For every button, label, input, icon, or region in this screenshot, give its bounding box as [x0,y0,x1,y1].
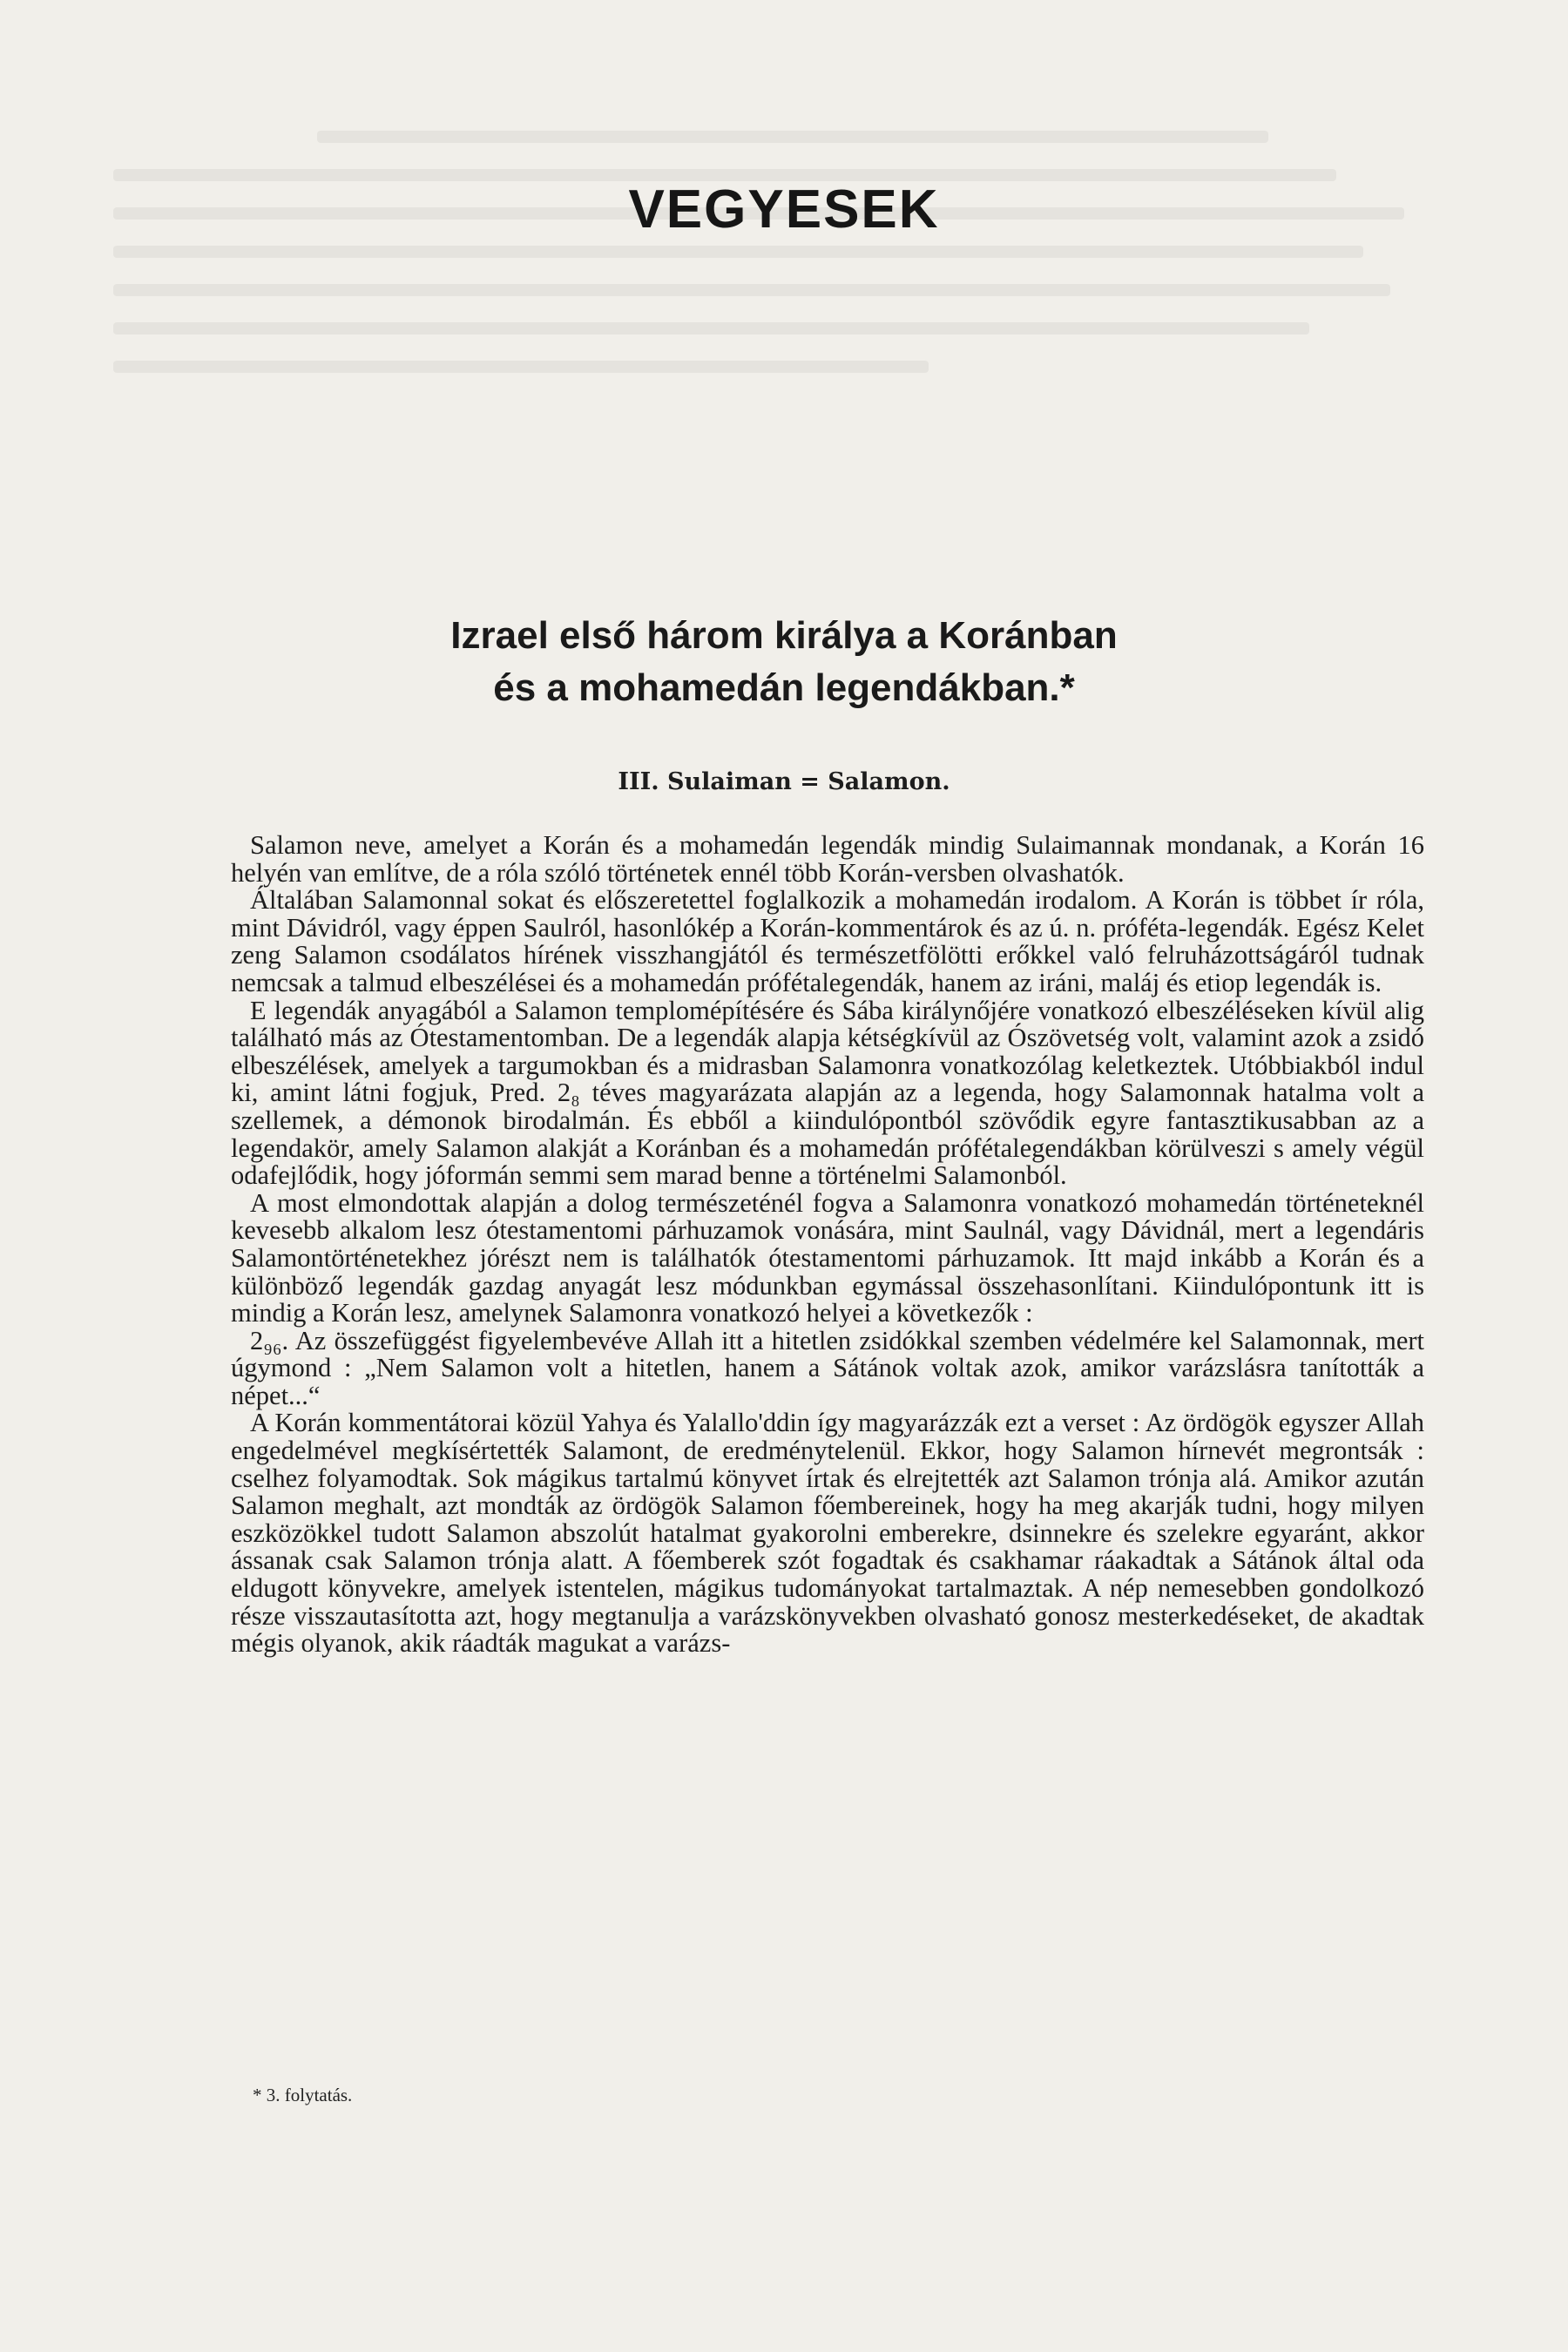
paragraph-6: A Korán kommentátorai közül Yahya és Yalallo'ddin így magyarázzák ezt a verset : Az ördögök egyszer Allah engedelmével megkísértették Salamont, de eredménytelenül. Ekkor, hogy Salamon hírnevét megrontsák : cselhez folyamodtak. Sok mágikus tartalmú könyvet írtak és elrejtették azt Salamon trónja alá. Amikor azután Salamon meghalt, azt mondták az ördögök Salamon főembereinek, hogy ha meg akarják tudni, hogy milyen eszközökkel tudott Salamon abszolút hatalmat gyakorolni emberekre, dsinnekre és szelekre egyaránt, akkor ássanak csak Salamon trónja alatt. A főemberek szót fogadtak és csakhamar ráakadtak a Sátánok által oda eldugott könyvekre, amelyek istentelen, mágikus tudományokat tartalmaztak. A nép nemesebben gondolkozó része visszautasította azt, hogy megtanulja a varázskönyvekben olvasható gonosz mesterkedéseket, de akadtak mégis olyanok, akik ráadták magukat a varázs- [231,1408,1424,1659]
article-title-line-2: és a mohamedán legendákban.* [493,666,1075,709]
footnote: * 3. folytatás. [253,2085,353,2105]
paragraph-4: A most elmondottak alapján a dolog természeténél fogva a Salamonra vonatkozó mohamedán történeteknél kevesebb alkalom lesz ótestamentomi párhuzamok vonására, mint Saulnál, vagy Dávidnál, mert a legendáris Salamontörténetekhez jórészt nem is találhatók ótestamentomi párhuzamok. Itt majd inkább a Korán és a különböző legendák gazdag anyagát lesz módunkban egymással összehasonlítani. Kiindulópontunk itt is mindig a Korán lesz, amelynek Salamonra vonatkozó helyei a következők : [231,1187,1424,1328]
article-body [231,832,1424,1658]
paragraph-2: Általában Salamonnal sokat és előszeretettel foglalkozik a mohamedán irodalom. A Korán is többet ír róla, mint Dávidról, vagy éppen Saulról, hasonlókép a Korán-kommentárok és az ú. n. próféta-legendák. Egész Kelet zeng Salamon csodálatos hírének visszhangjától és természetfölötti erőkkel való felruházottságáról tudnak nemcsak a talmud elbeszélései és a mohamedán prófétalegendák, hanem az iráni, maláj és etiop legendák is. [231,885,1424,997]
paragraph-1: Salamon neve, amelyet a Korán és a mohamedán legendák mindig Sulaimannak mondanak, a Korán 16 helyén van említve, de a róla szóló történetek ennél több Korán-versben olvashatók. [231,830,1424,888]
article-title [0,610,1568,714]
paragraph-3: E legendák anyagából a Salamon templomépítésére és Sába királynőjére vonatkozó elbeszéléseken kívül alig található más az Ótestamentomban. De a legendák alapja kétségkívül az Ószövetség volt, valamint azok a zsidó elbeszélések, amelyek a targumokban és a midrasban Salamonra vonatkozólag keletkeztek. Utóbbiakból indul ki, amint látni fogjuk, Pred. 2₈ téves magyarázata alapján az a legenda, hogy Salamonnak hatalma volt a szellemek, a démonok birodalmán. És ebből a kiindulópontból szövődik egyre fantasztikusabban az a legendakör, amely Salamon alakját a Koránban és a mohamedán prófétalegendákban körülveszi s amely végül odafejlődik, hogy jóformán semmi sem marad benne a történelmi Salamonból. [231,995,1424,1191]
subsection-heading: III. Sulaiman = Salamon. [618,768,950,795]
article-title-line-1: Izrael első három királya a Koránban [450,614,1118,657]
section-title: VEGYESEK [628,179,940,240]
paragraph-5: 2₉₆. Az összefüggést figyelembevéve Allah itt a hitetlen zsidókkal szemben védelmére kel Salamonnak, mert úgymond : „Nem Salamon volt a hitetlen, hanem a Sátánok voltak azok, amikor varázslásra tanították a népet...“ [231,1325,1424,1410]
